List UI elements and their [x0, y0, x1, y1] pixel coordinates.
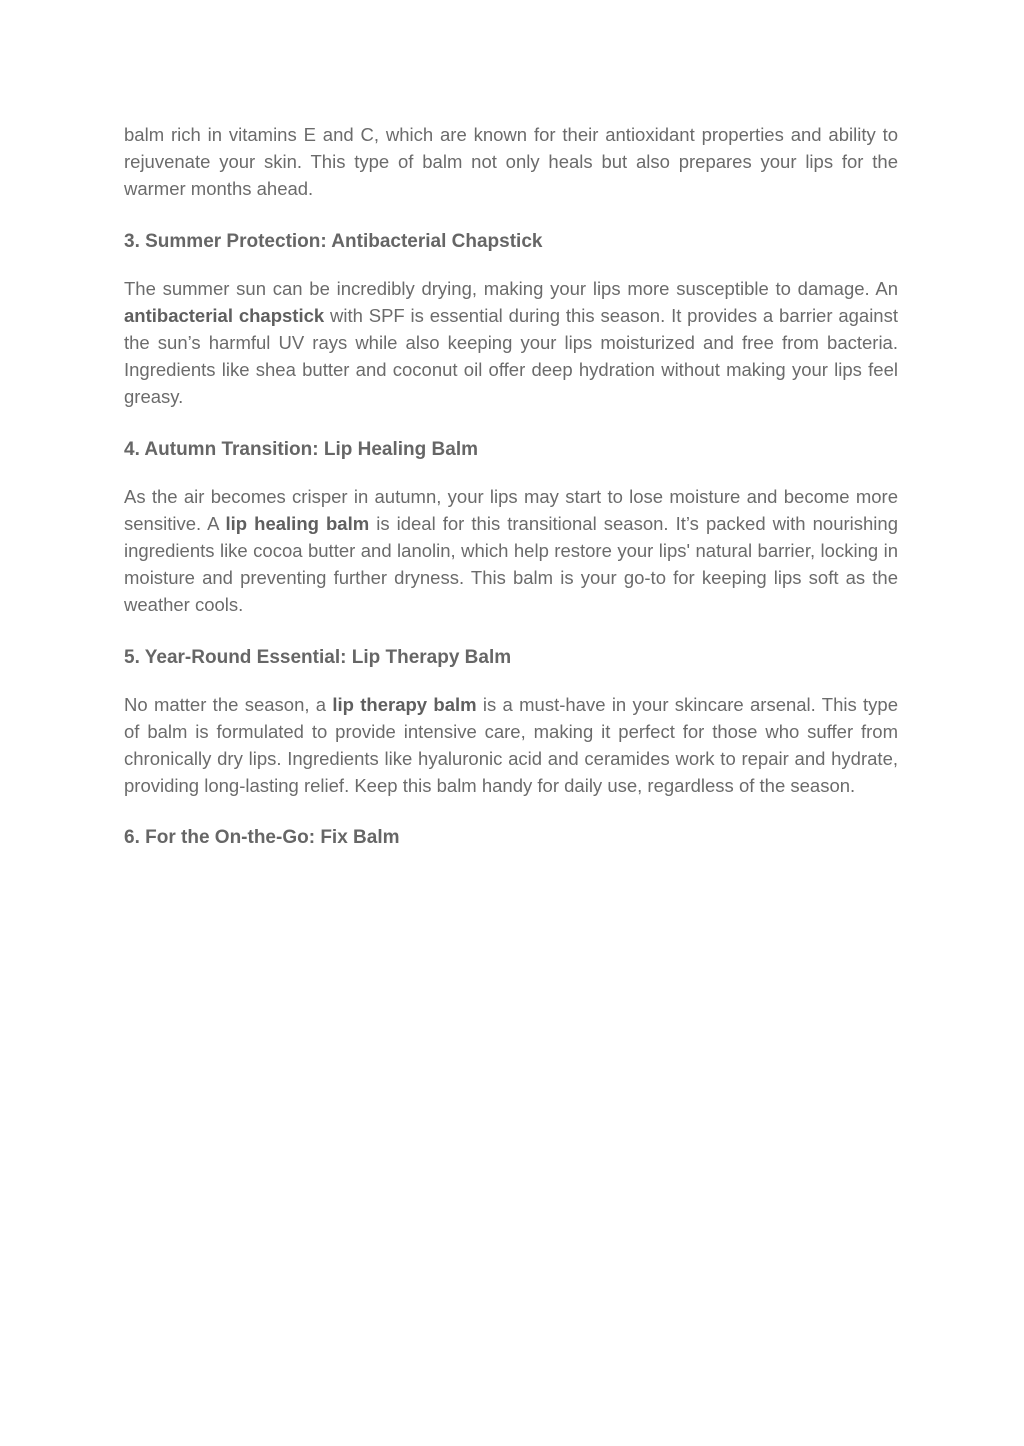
- section-5-heading: 5. Year-Round Essential: Lip Therapy Balm: [124, 646, 512, 668]
- section-5-paragraph: [124, 691, 898, 800]
- section-3-text-post: with SPF is essential during this season. It provides a barrier against the sun’s harmful UV rays while also keeping your lips moisturized and free from bacteria. Ingredients like shea butter and coconut oil offer deep hydration without making your lips feel greasy.: [124, 304, 898, 408]
- section-3-heading: 3. Summer Protection: Antibacterial Chapstick: [124, 230, 543, 252]
- section-5-text-pre: No matter the season, a: [124, 693, 333, 715]
- section-3-bold-term: antibacterial chapstick: [124, 304, 325, 326]
- section-5-text-post: is a must-have in your skincare arsenal. This type of balm is formulated to provide intensive care, making it perfect for those who suffer from chronically dry lips. Ingredients like hyaluronic acid and ceramides work to repair and hydrate, providing long-lasting relief. Keep this balm handy for daily use, regardless of the season.: [124, 693, 898, 797]
- section-4-heading: 4. Autumn Transition: Lip Healing Balm: [124, 438, 478, 460]
- section-3-paragraph: [124, 275, 898, 411]
- section-3-text-pre: The summer sun can be incredibly drying, making your lips more susceptible to damage. An: [124, 277, 898, 299]
- section-4-text-pre: As the air becomes crisper in autumn, your lips may start to lose moisture and become more sensitive. A: [124, 485, 898, 534]
- section-4-text-post: is ideal for this transitional season. It’s packed with nourishing ingredients like cocoa butter and lanolin, which help restore your lips' natural barrier, locking in moisture and preventing further dryness. This balm is your go-to for keeping lips soft as the weather cools.: [124, 512, 898, 616]
- intro-paragraph: balm rich in vitamins E and C, which are known for their antioxidant properties and ability to rejuvenate your skin. This type of balm not only heals but also prepares your lips for the warmer months ahead.: [124, 124, 898, 200]
- section-4-bold-term: lip healing balm: [225, 512, 370, 534]
- document-page: [124, 121, 898, 851]
- section-4-paragraph: [124, 483, 898, 619]
- section-6-heading: 6. For the On-the-Go: Fix Balm: [124, 827, 400, 849]
- section-5-bold-term: lip therapy balm: [332, 693, 477, 715]
